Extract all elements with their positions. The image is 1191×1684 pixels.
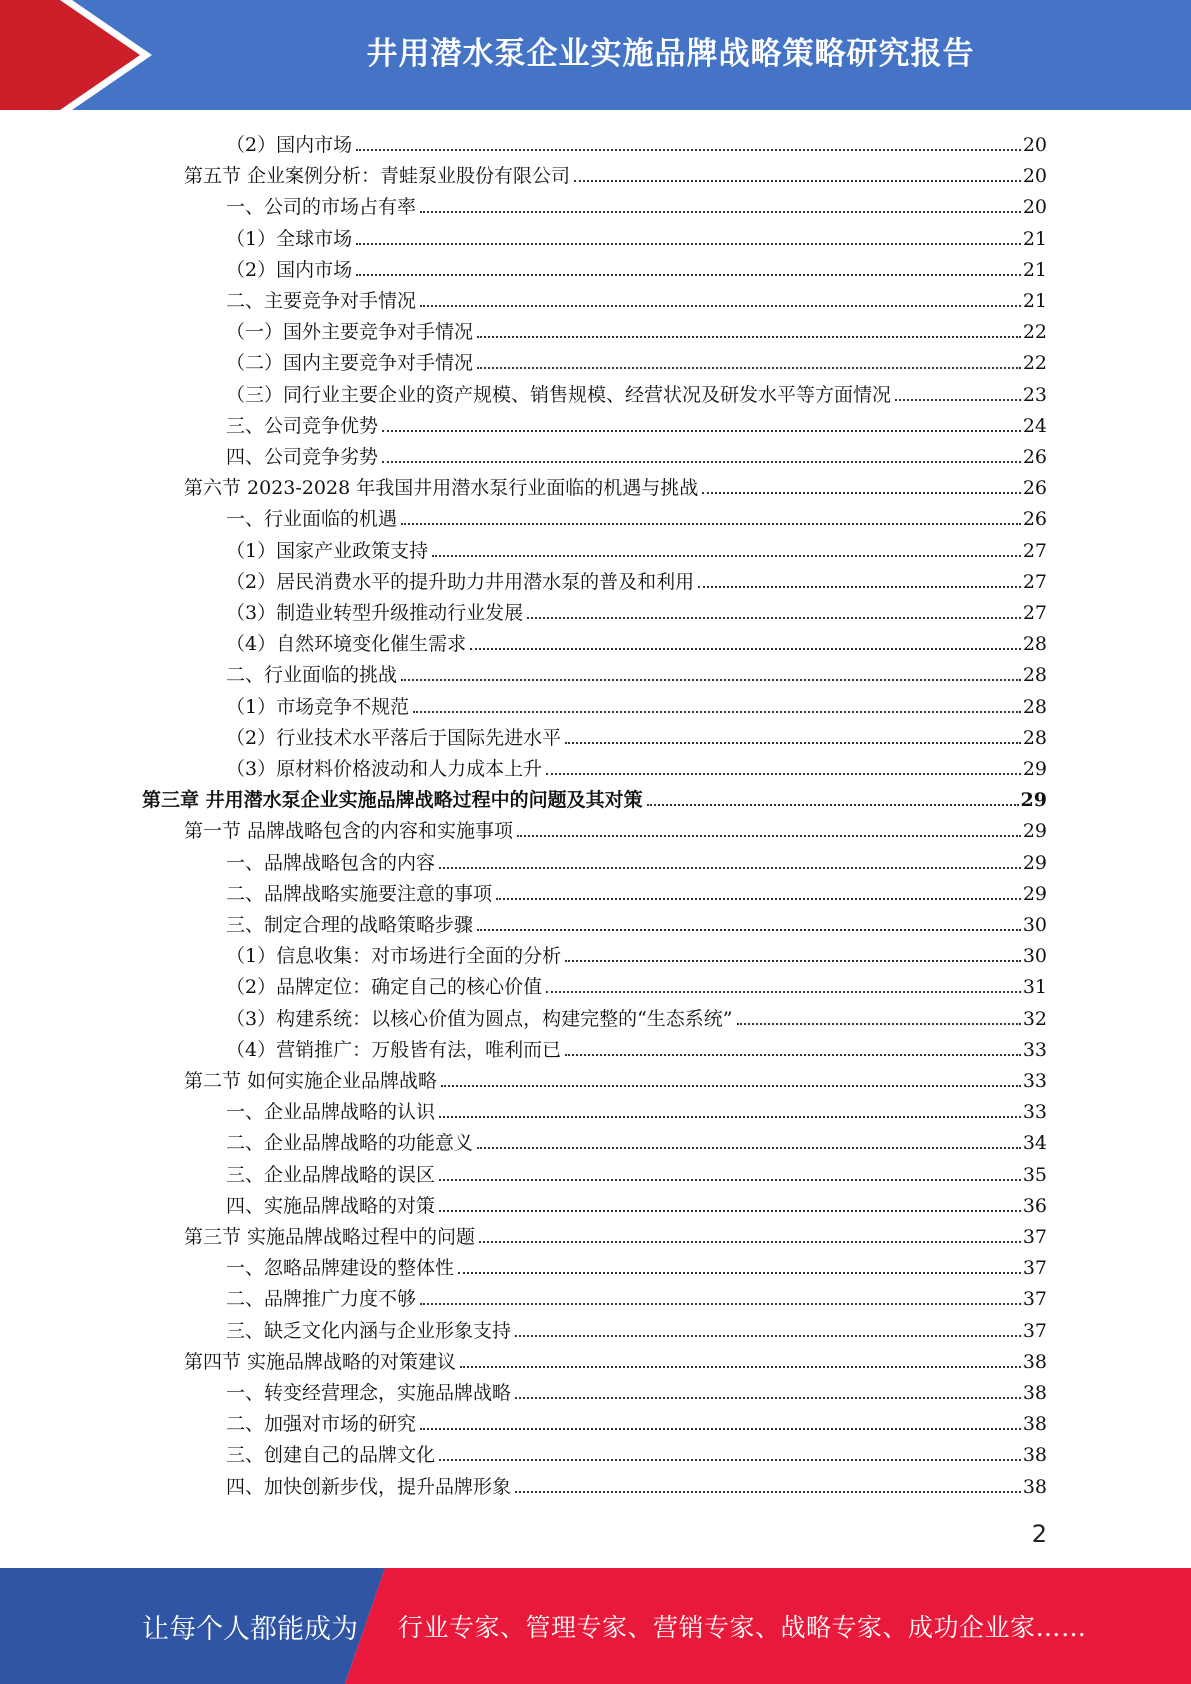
toc-entry-page: 26 (1022, 477, 1047, 500)
toc-entry-page: 32 (1022, 1007, 1047, 1030)
toc-entry-title: 第二节 如何实施企业品牌战略 (184, 1070, 438, 1092)
toc-entry-title: 二、品牌推广力度不够 (226, 1288, 417, 1311)
toc-entry-page: 33 (1022, 1070, 1047, 1092)
toc-entry[interactable] (226, 657, 1047, 687)
toc-entry[interactable] (226, 720, 1047, 750)
toc-leader-dots (401, 679, 1021, 681)
toc-entry-page: 38 (1022, 1350, 1047, 1373)
toc-entry-title: 第三章 井用潜水泵企业实施品牌战略过程中的问题及其对策 (142, 789, 643, 812)
toc-entry[interactable] (142, 782, 1047, 812)
footer-roles: 行业专家、管理专家、营销专家、战略专家、成功企业家…… (398, 1613, 1087, 1642)
toc-entry-title: 二、品牌战略实施要注意的事项 (226, 882, 493, 905)
toc-entry-page: 38 (1022, 1382, 1047, 1404)
toc-leader-dots (439, 867, 1021, 869)
toc-entry-page: 29 (1022, 851, 1047, 874)
toc-leader-dots (420, 305, 1021, 307)
toc-entry-page: 38 (1022, 1444, 1047, 1467)
toc-leader-dots (441, 1085, 1021, 1087)
toc-leader-dots (565, 742, 1021, 744)
toc-entry[interactable] (226, 689, 1047, 719)
toc-leader-dots (546, 991, 1021, 993)
toc-entry-page: 27 (1022, 570, 1047, 593)
toc-entry-title: 四、公司竞争劣势 (226, 446, 379, 468)
toc-entry-page: 30 (1022, 945, 1047, 968)
toc-leader-dots (479, 1241, 1021, 1243)
toc-entry-title: 二、加强对市场的研究 (226, 1413, 417, 1436)
toc-entry[interactable] (226, 1125, 1047, 1155)
header-red-arrow (0, 0, 160, 110)
toc-entry[interactable] (226, 1001, 1047, 1031)
toc-leader-dots (515, 1397, 1021, 1399)
toc-leader-dots (439, 1179, 1021, 1181)
toc-entry-page: 23 (1022, 383, 1047, 406)
toc-entry[interactable] (226, 1406, 1047, 1436)
toc-entry-page: 33 (1022, 1101, 1047, 1124)
toc-entry[interactable] (226, 595, 1047, 625)
toc-entry-title: 三、缺乏文化内涵与企业形象支持 (226, 1319, 512, 1342)
toc-entry-title: （三）同行业主要企业的资产规模、销售规模、经营状况及研发水平等方面情况 (226, 383, 892, 406)
toc-entry-title: 二、主要竞争对手情况 (226, 290, 417, 312)
toc-entry[interactable] (184, 1344, 1047, 1374)
toc-leader-dots (460, 1366, 1021, 1368)
toc-entry-page: 29 (1022, 882, 1047, 905)
toc-leader-dots (702, 492, 1021, 494)
toc-entry[interactable] (226, 283, 1047, 313)
page-number: 2 (1031, 1520, 1047, 1548)
toc-entry[interactable] (184, 1219, 1047, 1249)
toc-entry-title: 三、企业品牌战略的误区 (226, 1163, 436, 1186)
toc-leader-dots (517, 835, 1021, 837)
toc-entry-title: （3）制造业转型升级推动行业发展 (226, 602, 524, 624)
toc-entry-page: 21 (1022, 227, 1047, 250)
toc-entry-page: 29 (1022, 820, 1047, 843)
toc-leader-dots (470, 648, 1021, 650)
toc-entry-page: 37 (1022, 1319, 1047, 1342)
toc-leader-dots (420, 211, 1021, 213)
toc-entry-page: 29 (1022, 758, 1047, 780)
toc-entry-title: 一、品牌战略包含的内容 (226, 851, 436, 874)
toc-leader-dots (477, 367, 1021, 369)
toc-leader-dots (477, 336, 1021, 338)
toc-entry-title: （1）国家产业政策支持 (226, 539, 429, 562)
toc-entry-page: 30 (1022, 914, 1047, 936)
toc-entry-page: 24 (1022, 414, 1047, 437)
toc-entry[interactable] (226, 408, 1047, 438)
toc-entry[interactable] (226, 189, 1047, 219)
toc-entry-page: 26 (1022, 446, 1047, 468)
toc-entry[interactable] (226, 1094, 1047, 1124)
toc-leader-dots (737, 1023, 1021, 1025)
toc-leader-dots (356, 243, 1021, 245)
toc-entry-title: 第一节 品牌战略包含的内容和实施事项 (184, 820, 514, 843)
toc-entry-title: （1）市场竞争不规范 (226, 695, 410, 718)
toc-entry-title: 第五节 企业案例分析：青蛙泵业股份有限公司 (184, 165, 571, 188)
toc-entry-title: 第四节 实施品牌战略的对策建议 (184, 1350, 457, 1373)
toc-entry[interactable] (226, 252, 1047, 282)
toc-entry[interactable] (226, 1469, 1047, 1499)
toc-entry-page: 22 (1022, 321, 1047, 344)
toc-entry[interactable] (226, 1250, 1047, 1280)
toc-leader-dots (439, 1210, 1021, 1212)
toc-entry[interactable] (226, 533, 1047, 563)
toc-leader-dots (477, 929, 1021, 931)
toc-leader-dots (515, 1491, 1021, 1493)
toc-leader-dots (356, 149, 1021, 151)
toc-entry[interactable] (226, 345, 1047, 375)
toc-entry-page: 21 (1022, 258, 1047, 281)
toc-entry[interactable] (226, 127, 1047, 157)
toc-leader-dots (895, 399, 1021, 401)
toc-entry-title: 二、企业品牌战略的功能意义 (226, 1132, 474, 1155)
toc-leader-dots (515, 1335, 1021, 1337)
toc-leader-dots (477, 1147, 1021, 1149)
page-header (0, 0, 1191, 110)
page-footer (0, 1568, 1191, 1684)
toc-entry-page: 29 (1020, 789, 1047, 812)
toc-entry-page: 20 (1022, 134, 1047, 156)
toc-leader-dots (698, 586, 1021, 588)
toc-entry-page: 21 (1022, 290, 1047, 312)
toc-entry[interactable] (226, 1437, 1047, 1467)
toc-entry-page: 28 (1022, 726, 1047, 749)
toc-entry-title: （4）营销推广：万般皆有法，唯利而已 (226, 1038, 562, 1061)
toc-entry-title: 四、实施品牌战略的对策 (226, 1194, 436, 1217)
toc-leader-dots (647, 804, 1019, 806)
toc-leader-dots (439, 1116, 1021, 1118)
toc-entry-page: 34 (1022, 1132, 1047, 1155)
toc-entry-page: 38 (1022, 1475, 1047, 1498)
footer-slogan: 让每个人都能成为 (142, 1613, 358, 1645)
toc-entry-title: （2）品牌定位：确定自己的核心价值 (226, 976, 543, 999)
toc-entry-page: 20 (1022, 196, 1047, 219)
toc-leader-dots (565, 960, 1021, 962)
toc-leader-dots (574, 180, 1021, 182)
toc-entry-page: 37 (1022, 1288, 1047, 1311)
toc-entry[interactable] (226, 845, 1047, 875)
toc-entry-title: （3）构建系统：以核心价值为圆点，构建完整的“生态系统” (226, 1007, 733, 1030)
toc-entry-title: （4）自然环境变化催生需求 (226, 633, 467, 656)
toc-entry[interactable] (226, 969, 1047, 999)
toc-entry-title: 三、创建自己的品牌文化 (226, 1444, 436, 1467)
toc-entry[interactable] (226, 876, 1047, 906)
toc-entry-page: 38 (1022, 1413, 1047, 1436)
toc-entry-title: 三、制定合理的战略策略步骤 (226, 914, 474, 936)
toc-leader-dots (527, 617, 1021, 619)
toc-entry-title: 一、公司的市场占有率 (226, 196, 417, 219)
toc-leader-dots (432, 555, 1021, 557)
toc-entry-page: 35 (1022, 1163, 1047, 1186)
toc-leader-dots (458, 1272, 1021, 1274)
toc-entry[interactable] (184, 1063, 1047, 1093)
toc-entry[interactable] (226, 751, 1047, 781)
toc-entry-page: 22 (1022, 352, 1047, 375)
toc-entry[interactable] (226, 1032, 1047, 1062)
toc-entry-title: 第六节 2023-2028 年我国井用潜水泵行业面临的机遇与挑战 (184, 477, 699, 500)
toc-entry-page: 27 (1022, 602, 1047, 624)
toc-entry-page: 27 (1022, 539, 1047, 562)
toc-entry[interactable] (226, 439, 1047, 469)
toc-entry-page: 37 (1022, 1226, 1047, 1248)
toc-leader-dots (401, 523, 1021, 525)
toc-entry[interactable] (184, 813, 1047, 843)
toc-entry[interactable] (226, 1375, 1047, 1405)
toc-entry-title: （2）国内市场 (226, 134, 353, 156)
toc-entry-title: （1）信息收集：对市场进行全面的分析 (226, 945, 562, 968)
toc-entry-page: 28 (1022, 664, 1047, 687)
toc-entry[interactable] (226, 1157, 1047, 1187)
toc-entry-title: （1）全球市场 (226, 227, 353, 250)
toc-entry-title: 一、转变经营理念，实施品牌战略 (226, 1382, 512, 1404)
toc-leader-dots (420, 1428, 1021, 1430)
toc-entry[interactable] (226, 626, 1047, 656)
toc-leader-dots (496, 898, 1021, 900)
toc-entry-page: 20 (1022, 165, 1047, 188)
toc-entry-page: 26 (1022, 508, 1047, 531)
document-title: 井用潜水泵企业实施品牌战略策略研究报告 (366, 35, 975, 72)
toc-entry-page: 28 (1022, 695, 1047, 718)
toc-entry[interactable] (226, 501, 1047, 531)
toc-leader-dots (439, 1459, 1021, 1461)
toc-entry-page: 33 (1022, 1038, 1047, 1061)
toc-entry[interactable] (226, 1281, 1047, 1311)
toc-entry-title: （二）国内主要竞争对手情况 (226, 352, 474, 375)
toc-leader-dots (382, 430, 1021, 432)
toc-entry-title: （3）原材料价格波动和人力成本上升 (226, 758, 543, 780)
toc-entry[interactable] (226, 1313, 1047, 1343)
toc-entry[interactable] (184, 158, 1047, 188)
toc-entry-title: 二、行业面临的挑战 (226, 664, 398, 687)
toc-entry[interactable] (226, 564, 1047, 594)
toc-leader-dots (413, 711, 1021, 713)
toc-entry-title: 一、行业面临的机遇 (226, 508, 398, 531)
toc-entry[interactable] (226, 1188, 1047, 1218)
toc-entry[interactable] (226, 377, 1047, 407)
toc-leader-dots (382, 461, 1021, 463)
toc-entry-title: （2）居民消费水平的提升助力井用潜水泵的普及和利用 (226, 570, 695, 593)
toc-entry[interactable] (226, 221, 1047, 251)
toc-entry-title: 四、加快创新步伐，提升品牌形象 (226, 1475, 512, 1498)
toc-entry-title: （2）行业技术水平落后于国际先进水平 (226, 726, 562, 749)
toc-entry-title: （一）国外主要竞争对手情况 (226, 321, 474, 344)
toc-entry-page: 36 (1022, 1194, 1047, 1217)
toc-leader-dots (565, 1054, 1021, 1056)
toc-entry-title: 第三节 实施品牌战略过程中的问题 (184, 1226, 476, 1248)
toc-entry[interactable] (226, 938, 1047, 968)
toc-entry-title: 一、企业品牌战略的认识 (226, 1101, 436, 1124)
toc-entry-page: 31 (1022, 976, 1047, 999)
toc-leader-dots (546, 773, 1021, 775)
toc-entry[interactable] (184, 470, 1047, 500)
toc-entry-page: 37 (1022, 1257, 1047, 1280)
toc-entry-title: 三、公司竞争优势 (226, 414, 379, 437)
toc-leader-dots (356, 274, 1021, 276)
toc-entry[interactable] (226, 907, 1047, 937)
toc-leader-dots (420, 1303, 1021, 1305)
toc-entry-page: 28 (1022, 633, 1047, 656)
toc-entry-title: （2）国内市场 (226, 258, 353, 281)
toc-entry[interactable] (226, 314, 1047, 344)
toc-entry-title: 一、忽略品牌建设的整体性 (226, 1257, 455, 1280)
